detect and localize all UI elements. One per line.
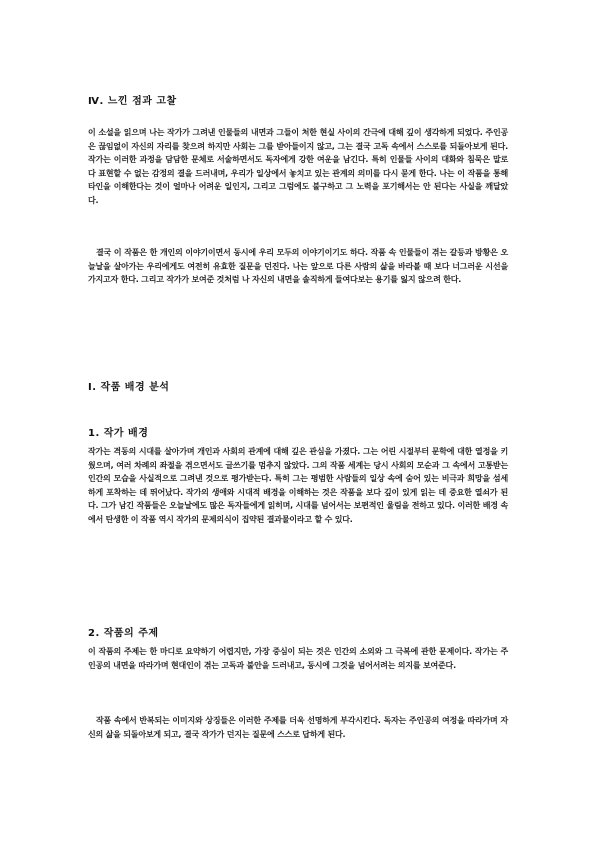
paragraph-author-background: 작가는 격동의 시대를 살아가며 개인과 사회의 관계에 대해 깊은 관심을 가졌다. 그는 어린 시절부터 문학에 대한 열정을 키웠으며, 여러 차례의 좌절을 겪으면서도 글쓰기를 멈추지 않았다. 그의 작품 세계는 당시 사회의 모순과 그 속에서 고통받는 인간의 모습을 사실적으로 그려낸 것으로 평가받는다. 특히 그는 평범한 사람들의 일상 속에 숨어 있는 비극과 희망을 섬세하게 포착하는 데 뛰어났다. 작가의 생애와 시대적 배경을 이해하는 것은 작품을 보다 깊이 있게 읽는 데 중요한 열쇠가 된다. 그가 남긴 작품들은 오늘날에도 많은 독자들에게 읽히며, 시대를 넘어서는 보편적인 울림을 전하고 있다. 이러한 배경 속에서 탄생한 이 작품 역시 작가의 문제의식이 집약된 결과물이라고 할 수 있다.: [88, 447, 508, 524]
subsection-heading-author: 1. 작가 배경: [88, 428, 149, 439]
section-heading-reflection: Ⅳ. 느낀 점과 고찰: [88, 96, 177, 107]
paragraph-theme-2: 작품 속에서 반복되는 이미지와 상징들은 이러한 주제를 더욱 선명하게 부각시킨다. 독자는 주인공의 여정을 따라가며 자신의 삶을 되돌아보게 되고, 결국 작가가 던지는 질문에 스스로 답하게 된다.: [88, 716, 508, 739]
paragraph-reflection-1: 이 소설을 읽으며 나는 작가가 그려낸 인물들의 내면과 그들이 처한 현실 사이의 간극에 대해 깊이 생각하게 되었다. 주인공은 끊임없이 자신의 자리를 찾으려 하지만 사회는 그를 받아들이지 않고, 그는 결국 고독 속에서 스스로를 되돌아보게 된다. 작가는 이러한 과정을 담담한 문체로 서술하면서도 독자에게 강한 여운을 남긴다. 특히 인물들 사이의 대화와 침묵은 말로 다 표현할 수 없는 감정의 결을 드러내며, 우리가 일상에서 놓치고 있는 관계의 의미를 다시 묻게 한다. 나는 이 작품을 통해 타인을 이해한다는 것이 얼마나 어려운 일인지, 그리고 그럼에도 불구하고 그 노력을 포기해서는 안 된다는 사실을 깨달았다.: [88, 128, 508, 205]
paragraph-reflection-2: 결국 이 작품은 한 개인의 이야기이면서 동시에 우리 모두의 이야기이기도 하다. 작품 속 인물들이 겪는 갈등과 방황은 오늘날을 살아가는 우리에게도 여전히 유효한 질문을 던진다. 나는 앞으로 다른 사람의 삶을 바라볼 때 보다 너그러운 시선을 가지고자 한다. 그리고 작가가 보여준 것처럼 나 자신의 내면을 솔직하게 들여다보는 용기를 잃지 않으려 한다.: [88, 248, 508, 284]
subsection-heading-theme: 2. 작품의 주제: [88, 628, 159, 639]
section-heading-analysis: Ⅰ. 작품 배경 분석: [88, 382, 170, 393]
paragraph-theme-1: 이 작품의 주제는 한 마디로 요약하기 어렵지만, 가장 중심이 되는 것은 인간의 소외와 그 극복에 관한 문제이다. 작가는 주인공의 내면을 따라가며 현대인이 겪는 고독과 불안을 드러내고, 동시에 그것을 넘어서려는 의지를 보여준다.: [88, 647, 508, 670]
